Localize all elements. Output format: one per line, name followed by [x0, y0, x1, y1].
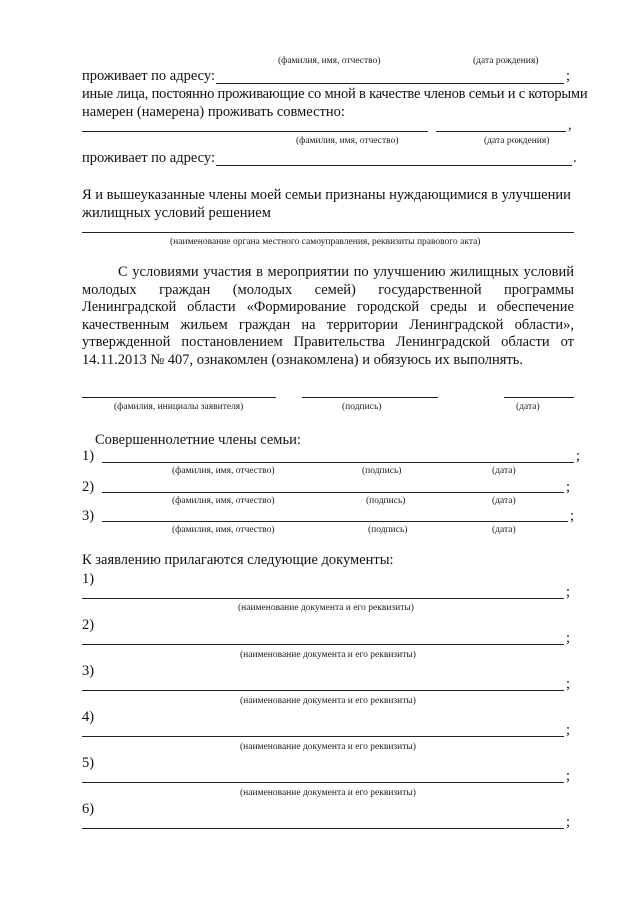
member-3-caption-date: (дата): [492, 525, 516, 535]
others-text-line1: иные лица, постоянно проживающие со мной в качестве членов семьи и с которыми: [82, 86, 588, 102]
doc-2-field[interactable]: [82, 644, 564, 645]
member-3-field[interactable]: [102, 521, 568, 522]
member-1-caption-date: (дата): [492, 466, 516, 476]
address-field-2[interactable]: [216, 165, 572, 166]
applicant-caption-date: (дата): [516, 402, 540, 412]
other-member-birth-field[interactable]: [436, 131, 566, 132]
member-1-caption-sign: (подпись): [362, 466, 402, 476]
doc-4-caption: (наименование документа и его реквизиты): [240, 742, 416, 752]
address-field[interactable]: [216, 83, 564, 84]
member-2-field[interactable]: [102, 492, 564, 493]
address-end: ;: [566, 68, 571, 84]
applicant-name-field[interactable]: [82, 397, 276, 398]
address-label: проживает по адресу:: [82, 68, 215, 84]
caption-birth-date: (дата рождения): [473, 56, 539, 66]
doc-1-end: ;: [566, 584, 571, 600]
doc-2-end: ;: [566, 630, 571, 646]
doc-1-caption: (наименование документа и его реквизиты): [238, 603, 414, 613]
address-end-2: .: [573, 150, 577, 166]
caption-birth-date-2: (дата рождения): [484, 136, 550, 146]
doc-4-field[interactable]: [82, 736, 564, 737]
recognition-field[interactable]: [82, 232, 574, 233]
other-member-fio-field[interactable]: [82, 131, 428, 132]
doc-2-num: 2): [82, 617, 95, 633]
other-member-comma: ,: [568, 117, 572, 133]
adult-members-title: Совершеннолетние члены семьи:: [95, 432, 301, 448]
doc-6-field[interactable]: [82, 828, 564, 829]
doc-3-field[interactable]: [82, 690, 564, 691]
conditions-paragraph: [82, 264, 574, 369]
doc-3-end: ;: [566, 676, 571, 692]
recognition-caption: (наименование органа местного самоуправления, реквизиты правового акта): [170, 237, 481, 247]
member-2-caption-sign: (подпись): [366, 496, 406, 506]
doc-4-num: 4): [82, 709, 95, 725]
doc-2-caption: (наименование документа и его реквизиты): [240, 650, 416, 660]
member-2-caption-date: (дата): [492, 496, 516, 506]
member-2-end: ;: [566, 479, 571, 495]
others-text-line2: намерен (намерена) проживать совместно:: [82, 104, 345, 120]
member-3-num: 3): [82, 508, 95, 524]
doc-6-end: ;: [566, 814, 571, 830]
recognition-line1: Я и вышеуказанные члены моей семьи признаны нуждающимися в улучшении: [82, 187, 571, 203]
member-1-num: 1): [82, 448, 95, 464]
recognition-line2: жилищных условий решением: [82, 205, 271, 221]
doc-5-end: ;: [566, 768, 571, 784]
member-1-end: ;: [576, 448, 581, 464]
member-3-caption-fio: (фамилия, имя, отчество): [172, 525, 275, 535]
address-label-2: проживает по адресу:: [82, 150, 215, 166]
member-3-end: ;: [570, 508, 575, 524]
doc-1-field[interactable]: [82, 598, 564, 599]
doc-5-num: 5): [82, 755, 95, 771]
doc-4-end: ;: [566, 722, 571, 738]
applicant-sign-field[interactable]: [302, 397, 438, 398]
conditions-text: С условиями участия в мероприятии по улучшению жилищных условий молодых граждан (молодых семей) государственной программы Ленинградской области «Формирование городской среды и обеспечение качественным жильем граждан на территории Ленинградской области», утвержденной постановлением Правительства Ленинградской области от 14.11.2013 № 407, ознакомлен (ознакомлена) и обязуюсь их выполнять.: [82, 264, 574, 368]
caption-fio: (фамилия, имя, отчество): [278, 56, 381, 66]
member-1-caption-fio: (фамилия, имя, отчество): [172, 466, 275, 476]
caption-fio-2: (фамилия, имя, отчество): [296, 136, 399, 146]
applicant-caption-name: (фамилия, инициалы заявителя): [114, 402, 244, 412]
member-1-field[interactable]: [102, 462, 574, 463]
applicant-date-field[interactable]: [504, 397, 574, 398]
doc-1-num: 1): [82, 571, 95, 587]
doc-5-field[interactable]: [82, 782, 564, 783]
member-2-num: 2): [82, 479, 95, 495]
doc-5-caption: (наименование документа и его реквизиты): [240, 788, 416, 798]
doc-6-num: 6): [82, 801, 95, 817]
member-2-caption-fio: (фамилия, имя, отчество): [172, 496, 275, 506]
documents-title: К заявлению прилагаются следующие документы:: [82, 552, 394, 568]
applicant-caption-sign: (подпись): [342, 402, 382, 412]
doc-3-caption: (наименование документа и его реквизиты): [240, 696, 416, 706]
doc-3-num: 3): [82, 663, 95, 679]
member-3-caption-sign: (подпись): [368, 525, 408, 535]
